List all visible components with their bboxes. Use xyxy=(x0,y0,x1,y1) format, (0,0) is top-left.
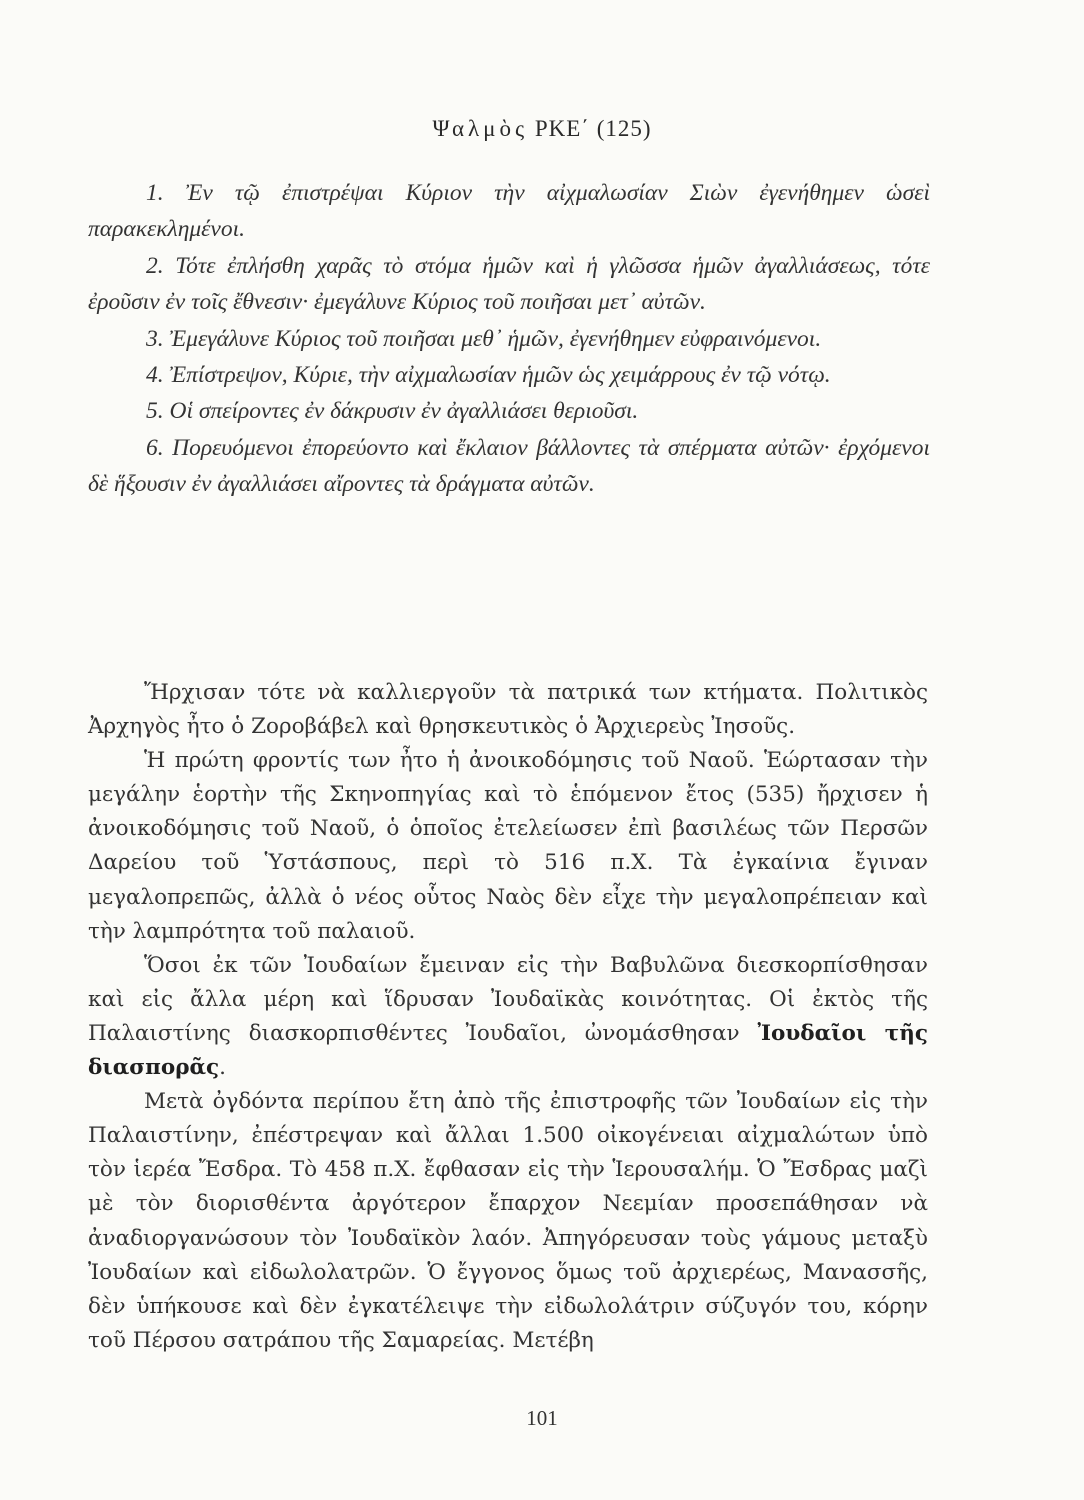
paragraph-1: Ἤρχισαν τότε νὰ καλλιεργοῦν τὰ πατρικά των κτήματα. Πολιτικὸς Ἀρχηγὸς ἦτο ὁ Ζοροβάβελ καὶ θρησκευτικὸς ὁ Ἀρχιερεὺς Ἰησοῦς. xyxy=(88,680,928,740)
psalm-verse-2: 2. Τότε ἐπλήσθη χαρᾶς τὸ στόμα ἡμῶν καὶ ἡ γλῶσσα ἡμῶν ἀγαλλιάσεως, τότε ἐροῦσιν ἐν τοῖς ἔθνεσιν· ἐμεγάλυνε Κύριος τοῦ ποιῆσαι μετ᾽ αὐτῶν. xyxy=(88,252,930,316)
psalm-verse-6: 6. Πορευόμενοι ἐπορεύοντο καὶ ἔκλαιον βάλλοντες τὰ σπέρματα αὐτῶν· ἐρχόμενοι δὲ ἥξουσιν ἐν ἀγαλλιάσει αἴροντες τὰ δράγματα αὐτῶν. xyxy=(88,434,930,498)
psalm-heading-numeral: ΡΚΕ΄ xyxy=(534,116,590,141)
psalm-text xyxy=(88,175,930,503)
psalm-verse-4: 4. Ἐπίστρεψον, Κύριε, τὴν αἰχμαλωσίαν ἡμῶν ὡς χειμάρρους ἐν τῷ νότῳ. xyxy=(146,362,831,389)
psalm-verse-3: 3. Ἐμεγάλυνε Κύριος τοῦ ποιῆσαι μεθ᾽ ἡμῶν, ἐγενήθημεν εὐφραινόμενοι. xyxy=(146,325,822,352)
paragraph-3-text: Ὅσοι ἐκ τῶν Ἰουδαίων ἔμειναν εἰς τὴν Βαβυλῶνα διεσκορπίσθησαν καὶ εἰς ἄλλα μέρη καὶ ἵδρυσαν Ἰουδαϊκὰς κοινότητας. Οἱ ἐκτὸς τῆς Παλαιστίνης διασκορπισθέντες Ἰουδαῖοι, ὠνομάσθησαν xyxy=(88,952,928,1046)
paragraph-3 xyxy=(88,949,928,1085)
body-text xyxy=(88,676,928,1358)
paragraph-2: Ἡ πρώτη φροντίς των ἦτο ἡ ἀνοικοδόμησις τοῦ Ναοῦ. Ἑώρτασαν τὴν μεγάλην ἑορτὴν τῆς Σκηνοπηγίας καὶ τὸ ἑπόμενον ἔτος (535) ἤρχισεν ἡ ἀνοικοδόμησις τοῦ Ναοῦ, ὁ ὁποῖος ἐτελείωσεν ἐπὶ βασιλέως τῶν Περσῶν Δαρείου τοῦ Ὑστάσπους, περὶ τὸ 516 π.Χ. Τὰ ἐγκαίνια ἔγιναν μεγαλοπρεπῶς, ἀλλὰ ὁ νέος οὗτος Ναὸς δὲν εἶχε τὴν μεγαλοπρέπειαν καὶ τὴν λαμπρότητα τοῦ παλαιοῦ. xyxy=(88,748,928,944)
page-number: 101 xyxy=(526,1406,558,1430)
psalm-verse-1: 1. Ἐν τῷ ἐπιστρέψαι Κύριον τὴν αἰχμαλωσίαν Σιὼν ἐγενήθημεν ὡσεὶ παρακεκλημένοι. xyxy=(88,180,930,243)
paragraph-3-end: . xyxy=(219,1055,226,1081)
diaspora-term: Ἰουδαῖοι τῆς διασπορᾶς xyxy=(88,1020,928,1081)
paragraph-4: Μετὰ ὀγδόντα περίπου ἔτη ἀπὸ τῆς ἐπιστροφῆς τῶν Ἰουδαίων εἰς τὴν Παλαιστίνην, ἐπέστρεψαν καὶ ἄλλαι 1.500 οἰκογένειαι αἰχμαλώτων ὑπὸ τὸν ἱερέα Ἔσδρα. Τὸ 458 π.Χ. ἔφθασαν εἰς τὴν Ἱερουσαλήμ. Ὁ Ἔσδρας μαζὶ μὲ τὸν διορισθέντα ἀργότερον ἔπαρχον Νεεμίαν προσεπάθησαν νὰ ἀναδιοργανώσουν τὸν Ἰουδαϊκὸν λαόν. Ἀπηγόρευσαν τοὺς γάμους μεταξὺ Ἰουδαίων καὶ εἰδωλολατρῶν. Ὁ ἔγγονος ὅμως τοῦ ἀρχιερέως, Μανασσῆς, δὲν ὑπήκουσε καὶ δὲν ἐγκατέλειψε τὴν εἰδωλολάτριν σύζυγόν του, κόρην τοῦ Πέρσου σατράπου τῆς Σαμαρείας. Μετέβη xyxy=(88,1089,928,1353)
psalm-heading xyxy=(0,116,1084,142)
psalm-heading-word: Ψαλμὸς xyxy=(432,116,529,141)
psalm-verse-5: 5. Οἱ σπείροντες ἐν δάκρυσιν ἐν ἀγαλλιάσει θεριοῦσι. xyxy=(146,398,639,425)
psalm-heading-number: (125) xyxy=(596,116,652,141)
